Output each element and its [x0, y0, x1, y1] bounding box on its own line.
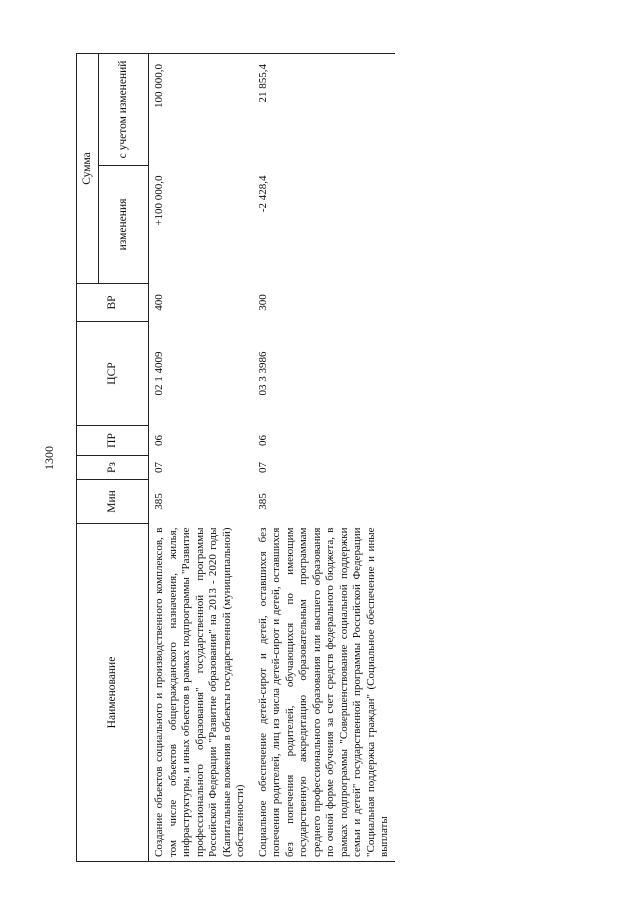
header-csr: ЦСР — [77, 322, 149, 426]
row-with-changes: 100 000,0 — [149, 53, 254, 165]
row-min: 385 — [153, 493, 165, 510]
header-vr: ВР — [77, 284, 149, 322]
row-change: -2 428,4 — [256, 175, 269, 213]
row-rz: 07 — [153, 462, 165, 473]
header-sum: Сумма — [77, 53, 99, 283]
header-min: Мин — [77, 480, 149, 524]
header-pr: ПР — [77, 426, 149, 456]
header-name: Наименование — [77, 524, 149, 862]
row-csr: 02 1 4009 — [153, 351, 165, 396]
row-name: Создание объектов социального и производственного комплексов, в том числе объектов общегражданского назначения, жилья, инфраструктуры, и иных объектов в рамках подпрограммы "Развитие профессионального образования" государственной программы Российской Федерации "Развитие образования" на 2013 - 2020 годы (Капитальные вложения в объекты государственной (муниципальной) собственности) — [149, 524, 254, 862]
budget-table — [76, 53, 395, 862]
header-with-changes: с учетом изменений — [99, 53, 149, 165]
row-vr: 400 — [153, 294, 165, 311]
table-row — [149, 53, 254, 861]
row-vr: 300 — [256, 294, 269, 311]
page-number: 1300 — [42, 446, 56, 470]
row-with-changes: 21 855,4 — [254, 53, 395, 165]
row-csr: 03 3 3986 — [256, 351, 269, 396]
row-change: +100 000,0 — [153, 175, 165, 226]
table-row — [254, 53, 395, 861]
row-rz: 07 — [256, 462, 269, 473]
header-change: изменения — [99, 166, 149, 284]
header-rz: Рз — [77, 456, 149, 480]
row-min: 385 — [256, 493, 269, 510]
row-pr: 06 — [153, 435, 165, 446]
rotated-content — [42, 39, 522, 877]
row-pr: 06 — [256, 435, 269, 446]
row-name: Социальное обеспечение детей-сирот и детей, оставшихся без попечения родителей, лиц из числа детей-сирот и детей, оставшихся без попечения родителей, обучающихся по имеющим государственную аккредитацию образовательным программам среднего профессионального образования или высшего образования по очной форме обучения за счет средств федерального бюджета, в рамках подпрограммы "Совершенствование социальной поддержки семьи и детей" государственной программы Российской Федерации "Социальная поддержка граждан" (Социальное обеспечение и иные выплаты — [254, 524, 395, 862]
